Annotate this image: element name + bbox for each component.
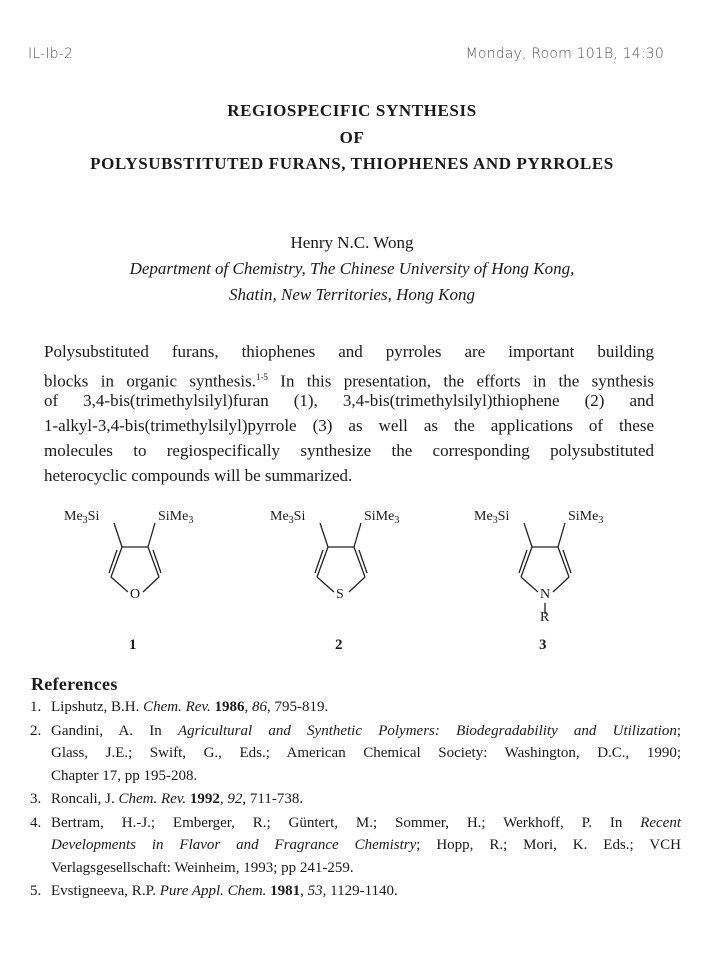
ring-bonds — [62, 505, 242, 665]
reference-line — [51, 880, 398, 903]
structure-3 — [472, 505, 652, 665]
bond — [558, 523, 565, 547]
paper-code: IL-Ib-2 — [28, 46, 74, 62]
ring-bonds — [472, 505, 652, 665]
reference-number: 1. — [30, 699, 42, 715]
reference-text: Verlagsgesellschaft: Weinheim, 1993; pp 241-259. — [51, 859, 354, 876]
reference-text: Glass, J.E.; Swift, G., Eds.; American Chemical Society: Washington, D.C., 1990; — [51, 745, 681, 761]
bond — [553, 577, 569, 592]
reference-text: Bertram, H.-J.; Emberger, R.; Güntert, M.; Sommer, H.; Werkhoff, P. In — [51, 814, 641, 831]
reference-text: 1981 — [270, 883, 301, 899]
reference-text: ; Hopp, R.; Mori, K. Eds.; VCH — [416, 837, 681, 853]
reference-line — [51, 696, 328, 719]
abstract-text: In this presentation, the efforts in the synthesis — [267, 371, 654, 391]
reference-text: Chem. Rev. — [143, 699, 211, 715]
reference-text: 86 — [251, 699, 267, 715]
abstract-line: of 3,4-bis(trimethylsilyl)furan (1), 3,4-bis(trimethylsilyl)thiophene (2) and — [44, 391, 654, 410]
abstract-line: 1-alkyl-3,4-bis(trimethylsilyl)pyrrole (3) as well as the applications of these — [44, 416, 654, 435]
reference-text: 92 — [227, 791, 243, 807]
substituent-label-right: SiMe$_3$ — [364, 509, 400, 526]
abstract-text: blocks in organic synthesis. — [44, 371, 256, 391]
reference-line — [51, 720, 681, 743]
reference-text: ; — [676, 722, 681, 739]
reference-line — [51, 788, 303, 811]
reference-text: , 1129-1140. — [322, 883, 398, 899]
reference-number: 4. — [30, 814, 42, 831]
bond — [317, 577, 334, 592]
bond — [521, 577, 538, 592]
reference-text: 53 — [307, 883, 323, 899]
reference-text: Chapter 17, pp 195-208. — [51, 767, 198, 784]
reference-text: Evstigneeva, R.P. — [51, 883, 160, 899]
ring-bonds — [268, 505, 448, 665]
abstract-line: molecules to regiospecifically synthesize the corresponding polysubstituted — [44, 441, 654, 460]
substituent-label-right: SiMe$_3$ — [568, 509, 604, 526]
title-line-2: OF — [339, 128, 365, 147]
reference-number: 5. — [30, 883, 42, 899]
bond — [315, 550, 323, 573]
reference-text: , 795-819. — [266, 699, 329, 715]
heteroatom-label: S — [336, 587, 344, 602]
reference-number: 2. — [30, 722, 42, 739]
abstract-line — [44, 367, 654, 392]
structure-2 — [268, 505, 448, 665]
reference-text: Pure Appl. Chem. — [159, 883, 267, 899]
heteroatom-label: N — [540, 587, 551, 602]
reference-text: Roncali, J. — [51, 791, 119, 807]
substituent-label-right: SiMe$_3$ — [158, 509, 194, 526]
reference-text: Developments in Flavor and Fragrance Chemistry — [51, 837, 417, 853]
title-line-1: REGIOSPECIFIC SYNTHESIS — [227, 101, 477, 120]
substituent-label-left: $Me_3Si$ — [64, 509, 100, 526]
heteroatom-label: O — [130, 587, 141, 602]
structure-1 — [62, 505, 242, 665]
references-heading: References — [31, 674, 118, 694]
substituent-label-left: $Me_3Si$ — [474, 509, 510, 526]
bond — [524, 523, 532, 547]
bond — [153, 550, 161, 573]
compound-number: 3 — [539, 637, 547, 653]
bond — [114, 523, 122, 547]
reference-number: 3. — [30, 791, 42, 807]
affiliation-line-1: Department of Chemistry, The Chinese University of Hong Kong, — [129, 259, 575, 278]
author: Henry N.C. Wong — [290, 233, 414, 252]
bond — [111, 577, 128, 592]
reference-line — [51, 742, 681, 765]
affiliation-line-2: Shatin, New Territories, Hong Kong — [229, 285, 475, 304]
bond — [359, 550, 367, 573]
reference-text: 1986 — [214, 699, 245, 715]
reference-line — [51, 834, 681, 857]
reference-text: , — [219, 791, 228, 807]
bond — [563, 550, 571, 573]
bond — [519, 550, 527, 573]
reference-line — [51, 857, 354, 880]
title-line-3: POLYSUBSTITUTED FURANS, THIOPHENES AND PYRROLES — [90, 154, 614, 173]
substituent-label-left: $Me_3Si$ — [270, 509, 306, 526]
bond — [320, 523, 328, 547]
bond — [349, 577, 365, 592]
reference-text: , 711-738. — [242, 791, 304, 807]
reference-text: Lipshutz, B.H. — [51, 699, 144, 715]
reference-line — [51, 812, 681, 835]
bond — [148, 523, 155, 547]
reference-text: Gandini, A. In — [51, 722, 178, 739]
bond — [354, 523, 361, 547]
reference-text: Chem. Rev. — [118, 791, 187, 807]
reference-line — [51, 765, 197, 788]
compound-number: 2 — [335, 637, 343, 653]
reference-text: 1992 — [189, 791, 220, 807]
abstract-line: Polysubstituted furans, thiophenes and pyrroles are important building — [44, 342, 654, 361]
reference-text: , — [300, 883, 308, 899]
abstract-line: heterocyclic compounds will be summarized. — [44, 466, 353, 485]
n-substituent-label: R — [540, 610, 550, 625]
bond — [109, 550, 117, 573]
reference-text: , — [244, 699, 252, 715]
citation: 1-5 — [255, 372, 268, 382]
reference-text: Recent — [640, 814, 681, 831]
compound-number: 1 — [129, 637, 137, 653]
reference-text: Agricultural and Synthetic Polymers: Biodegradability and Utilization — [177, 722, 677, 739]
session-info: Monday, Room 101B, 14:30 — [465, 46, 664, 62]
bond — [143, 577, 159, 592]
